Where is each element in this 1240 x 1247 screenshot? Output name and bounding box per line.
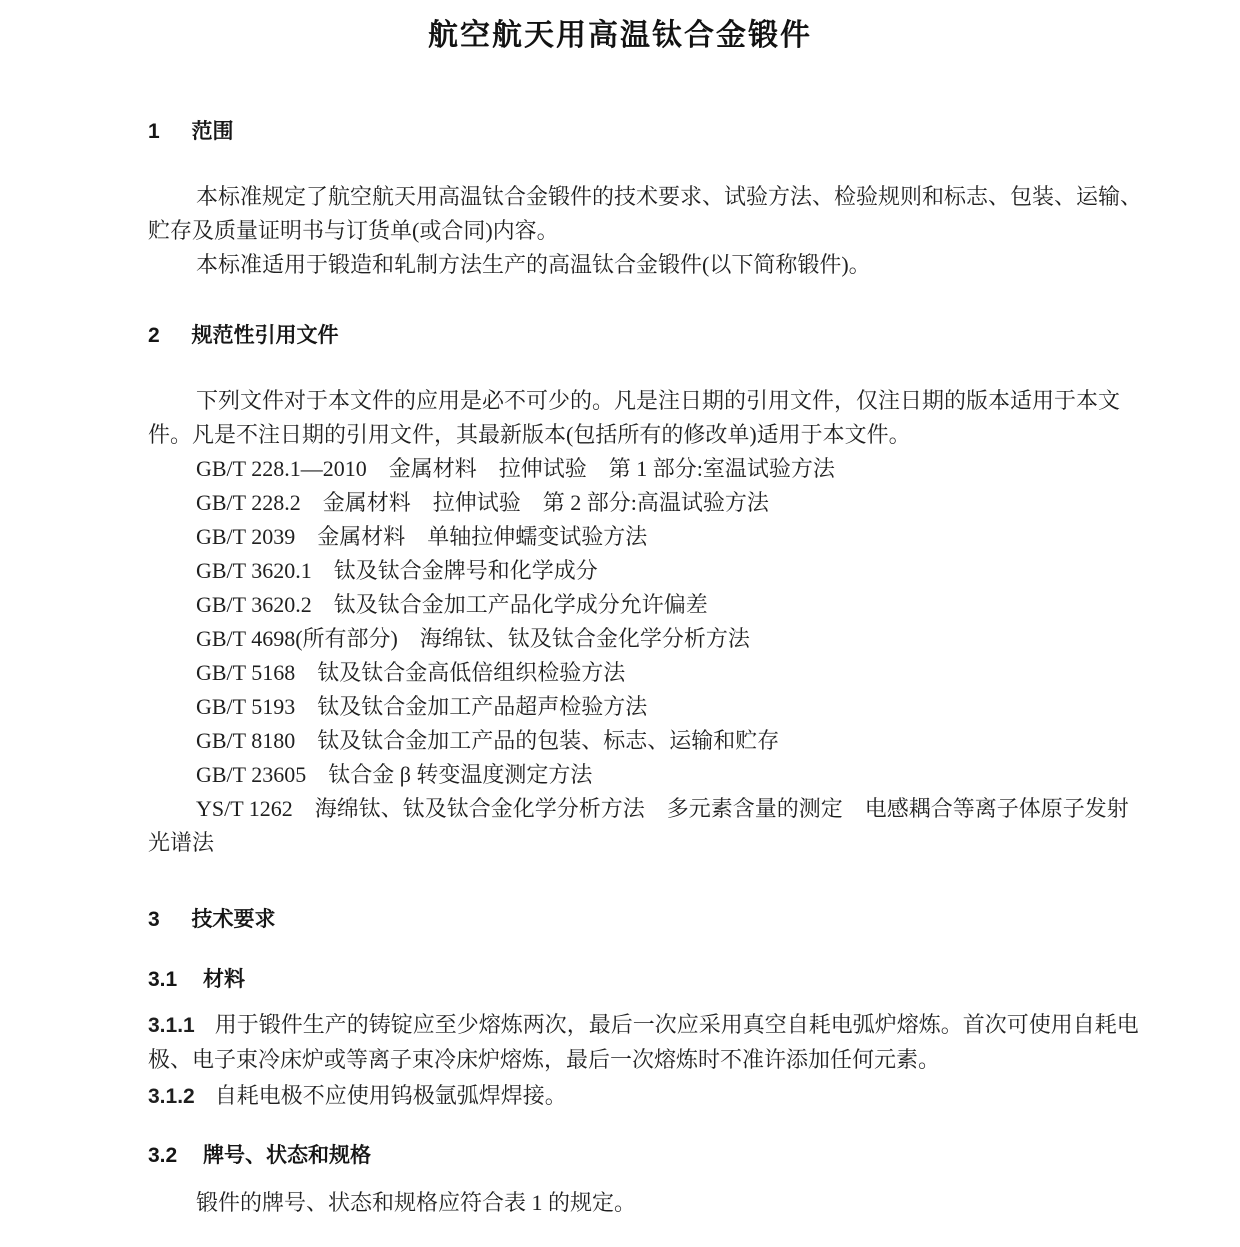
reference-item: GB/T 8180 钛及钛合金加工产品的包装、标志、运输和贮存 xyxy=(196,728,780,753)
reference-item: YS/T 1262 海绵钛、钛及钛合金化学分析方法 多元素含量的测定 电感耦合等离子体原子发射光谱法 xyxy=(148,796,1129,855)
section-3-title: 技术要求 xyxy=(191,908,276,931)
section-3-2-heading xyxy=(148,1142,1150,1170)
reference-item: GB/T 4698(所有部分) 海绵钛、钛及钛合金化学分析方法 xyxy=(196,626,750,651)
clause-3-1-2 xyxy=(148,1079,1150,1114)
section-3-1-number: 3.1 xyxy=(148,968,178,991)
reference-item: GB/T 228.1—2010 金属材料 拉伸试验 第 1 部分:室温试验方法 xyxy=(196,456,835,481)
section-3-2-title: 牌号、状态和规格 xyxy=(203,1144,372,1167)
reference-item: GB/T 3620.2 钛及钛合金加工产品化学成分允许偏差 xyxy=(196,592,708,617)
section-1-title: 范围 xyxy=(191,120,234,143)
section-3-2-paragraph: 锻件的牌号、状态和规格应符合表 1 的规定。 xyxy=(196,1190,637,1215)
section-3-1-heading xyxy=(148,966,1150,994)
reference-item: GB/T 5193 钛及钛合金加工产品超声检验方法 xyxy=(196,694,648,719)
reference-item: GB/T 228.2 金属材料 拉伸试验 第 2 部分:高温试验方法 xyxy=(196,490,769,515)
section-1-number: 1 xyxy=(148,120,160,143)
section-2-title: 规范性引用文件 xyxy=(191,324,339,347)
clause-3-1-2-text: 自耗电极不应使用钨极氩弧焊焊接。 xyxy=(214,1083,567,1108)
section-1-paragraph-1: 本标准规定了航空航天用高温钛合金锻件的技术要求、试验方法、检验规则和标志、包装、运输、贮存及质量证明书与订货单(或合同)内容。 xyxy=(148,184,1143,243)
section-3-number: 3 xyxy=(148,908,160,931)
clause-3-1-1-text: 用于锻件生产的铸锭应至少熔炼两次，最后一次应采用真空自耗电弧炉熔炼。首次可使用自耗电极、电子束冷床炉或等离子束冷床炉熔炼，最后一次熔炼时不准许添加任何元素。 xyxy=(148,1012,1139,1072)
section-3-heading xyxy=(148,906,1150,934)
section-3-2-number: 3.2 xyxy=(148,1144,178,1167)
section-2-heading xyxy=(148,322,1150,350)
clause-3-1-1 xyxy=(148,1008,1150,1077)
reference-item: GB/T 2039 金属材料 单轴拉伸蠕变试验方法 xyxy=(196,524,648,549)
document-title: 航空航天用高温钛合金锻件 xyxy=(428,19,812,52)
section-2-number: 2 xyxy=(148,324,160,347)
section-1-paragraph-2: 本标准适用于锻造和轧制方法生产的高温钛合金锻件(以下简称锻件)。 xyxy=(196,252,871,277)
section-3-1-title: 材料 xyxy=(203,968,246,991)
section-2-intro-paragraph: 下列文件对于本文件的应用是必不可少的。凡是注日期的引用文件，仅注日期的版本适用于本文件。凡是不注日期的引用文件，其最新版本(包括所有的修改单)适用于本文件。 xyxy=(148,388,1121,447)
reference-item: GB/T 23605 钛合金 β 转变温度测定方法 xyxy=(196,762,593,787)
clause-3-1-2-number: 3.1.2 xyxy=(148,1085,195,1108)
document-page xyxy=(0,118,1240,1220)
section-1-heading xyxy=(148,118,1150,146)
clause-3-1-1-number: 3.1.1 xyxy=(148,1014,195,1037)
reference-item: GB/T 5168 钛及钛合金高低倍组织检验方法 xyxy=(196,660,626,685)
reference-item: GB/T 3620.1 钛及钛合金牌号和化学成分 xyxy=(196,558,598,583)
normative-reference-list xyxy=(148,452,1150,860)
